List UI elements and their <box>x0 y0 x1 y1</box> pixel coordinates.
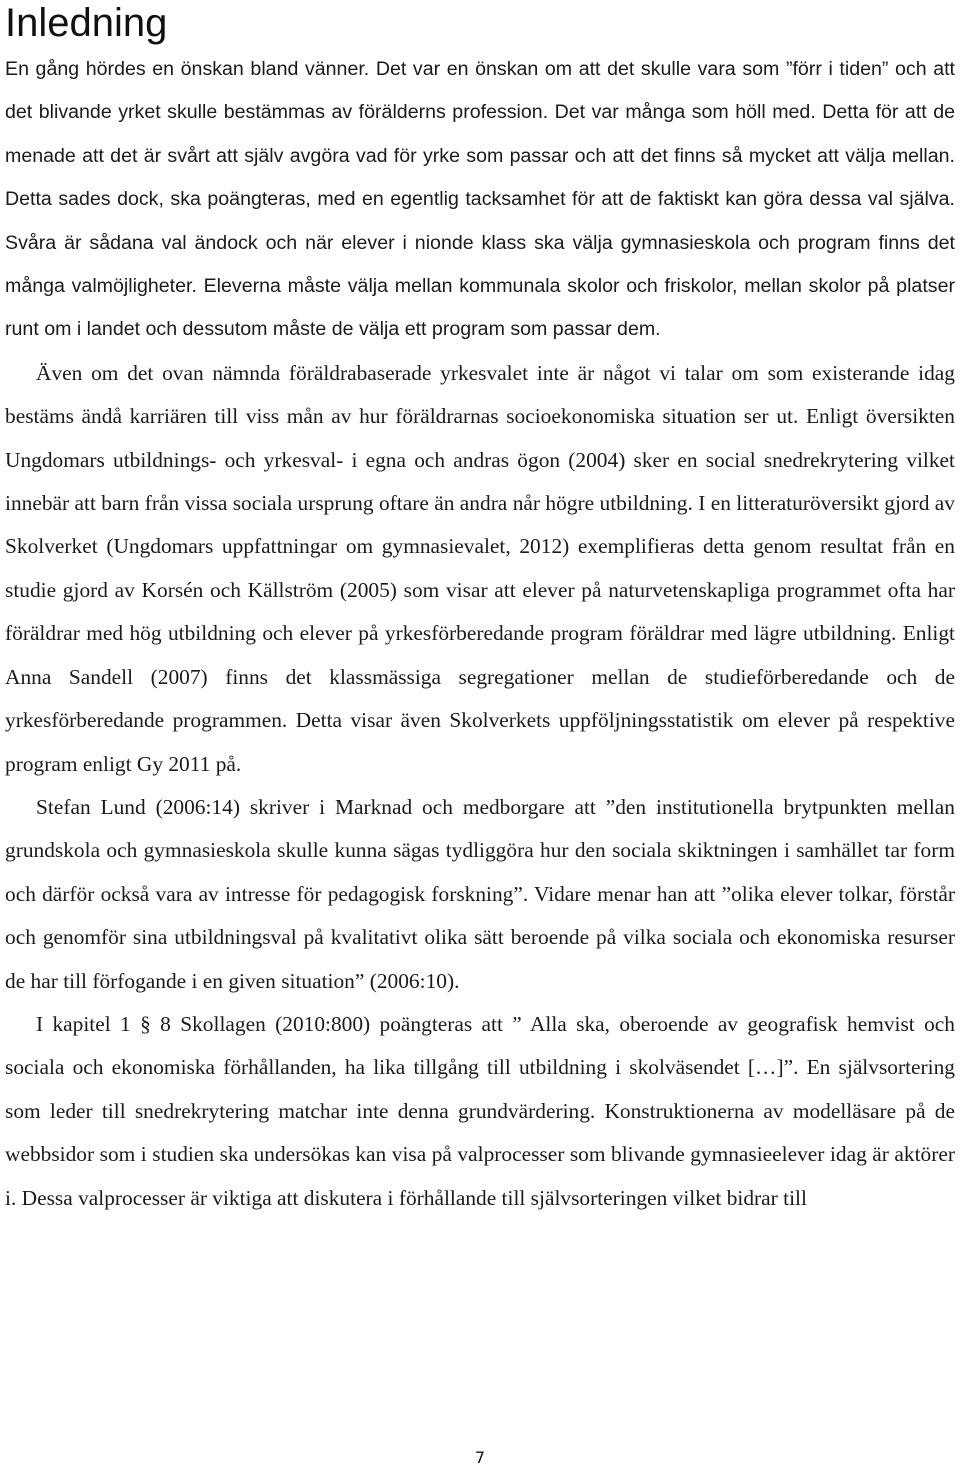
paragraph-4: I kapitel 1 § 8 Skollagen (2010:800) poängteras att ” Alla ska, oberoende av geografisk hemvist och sociala och ekonomiska förhållanden, ha lika tillgång till utbildning i skolväsendet […]”. En självsortering som leder till snedrekrytering matchar inte denna grundvärdering. Konstruktionerna av modelläsare på de webbsidor som i studien ska undersökas kan visa på valprocesser som blivande gymnasieelever idag är aktörer i. Dessa valprocesser är viktiga att diskutera i förhållande till självsorteringen vilket bidrar till <box>5 1011 955 1210</box>
paragraph-3: Stefan Lund (2006:14) skriver i Marknad och medborgare att ”den institutionella brytpunkten mellan grundskola och gymnasieskola skulle kunna sägas tydliggöra hur den sociala skiktningen i samhället tar form och därför också vara av intresse för pedagogisk forskning”. Vidare menar han att ”olika elever tolkar, förstår och genomför sina utbildningsval på kvalitativt olika sätt beroende på vilka sociala och ekonomiska resurser de har till förfogande i en given situation” (2006:10). <box>5 794 955 993</box>
section-heading: Inledning <box>5 1 168 45</box>
paragraph-2: Även om det ovan nämnda föräldrabaserade yrkesvalet inte är något vi talar om som existerande idag bestäms ändå karriären till viss mån av hur föräldrarnas socioekonomiska situation ser ut. Enligt översikten Ungdomars utbildnings- och yrkesval- i egna och andras ögon (2004) sker en social snedrekrytering vilket innebär att barn från vissa sociala ursprung oftare än andra når högre utbildning. I en litteraturöversikt gjord av Skolverket (Ungdomars uppfattningar om gymnasievalet, 2012) exemplifieras detta genom resultat från en studie gjord av Korsén och Källström (2005) som visar att elever på naturvetenskapliga programmet ofta har föräldrar med hög utbildning och elever på yrkesförberedande program föräldrar med lägre utbildning. Enligt Anna Sandell (2007) finns det klassmässiga segregationer mellan de studieförberedande och de yrkesförberedande programmen. Detta visar även Skolverkets uppföljningsstatistik om elever på respektive program enligt Gy 2011 på. <box>5 360 955 776</box>
document-page <box>5 0 955 1220</box>
paragraph-1: En gång hördes en önskan bland vänner. Det var en önskan om att det skulle vara som ”förr i tiden” och att det blivande yrket skulle bestämmas av förälderns profession. Det var många som höll med. Detta för att de menade att det är svårt att själv avgöra vad för yrke som passar och att det finns så mycket att välja mellan. Detta sades dock, ska poängteras, med en egentlig tacksamhet för att de faktiskt kan göra dessa val själva. Svåra är sådana val ändock och när elever i nionde klass ska välja gymnasieskola och program finns det många valmöjligheter. Eleverna måste välja mellan kommunala skolor och friskolor, mellan skolor på platser runt om i landet och dessutom måste de välja ett program som passar dem. <box>5 58 955 341</box>
page-number: 7 <box>474 1448 486 1467</box>
